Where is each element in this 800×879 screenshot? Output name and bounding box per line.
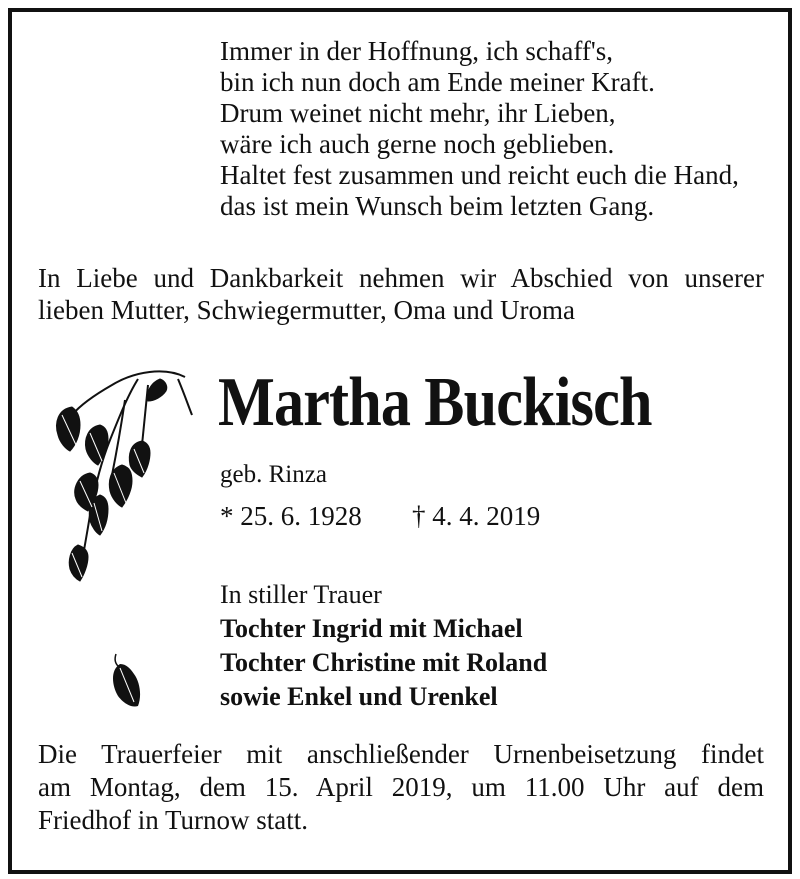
poem-line: Haltet fest zusammen und reicht euch die Hand, [220, 160, 739, 190]
poem-line: bin ich nun doch am Ende meiner Kraft. [220, 67, 655, 97]
poem-line: das ist mein Wunsch beim letzten Gang. [220, 191, 655, 221]
poem-line: wäre ich auch gerne noch geblieben. [220, 129, 615, 159]
maiden-name: geb. Rinza [220, 461, 327, 488]
ceremony-text [38, 738, 764, 837]
life-dates [220, 500, 541, 532]
mourner-line: sowie Enkel und Urenkel [220, 682, 498, 711]
ceremony-line: Die Trauerfeier mit anschließender Urnenbeisetzung findet [38, 739, 764, 769]
ceremony-line: Friedhof in Turnow statt. [38, 805, 309, 835]
poem [220, 36, 739, 222]
intro-text [38, 262, 764, 326]
mourners-heading: In stiller Trauer [220, 580, 382, 609]
ceremony-line: am Montag, dem 15. April 2019, um 11.00 Uhr auf dem [38, 772, 764, 802]
mourner-line: Tochter Ingrid mit Michael [220, 614, 523, 643]
mourners-block [220, 578, 547, 714]
birth-date: * 25. 6. 1928 [220, 501, 362, 531]
poem-line: Immer in der Hoffnung, ich schaff's, [220, 36, 614, 66]
falling-leaf-icon [108, 652, 148, 710]
deceased-name: Martha Buckisch [218, 364, 652, 441]
intro-line: In Liebe und Dankbarkeit nehmen wir Abschied von unserer [38, 263, 764, 293]
intro-line: lieben Mutter, Schwiegermutter, Oma und Uroma [38, 295, 575, 325]
poem-line: Drum weinet nicht mehr, ihr Lieben, [220, 98, 616, 128]
death-date: † 4. 4. 2019 [412, 501, 541, 531]
birch-branch-icon [50, 365, 200, 590]
mourner-line: Tochter Christine mit Roland [220, 648, 548, 677]
